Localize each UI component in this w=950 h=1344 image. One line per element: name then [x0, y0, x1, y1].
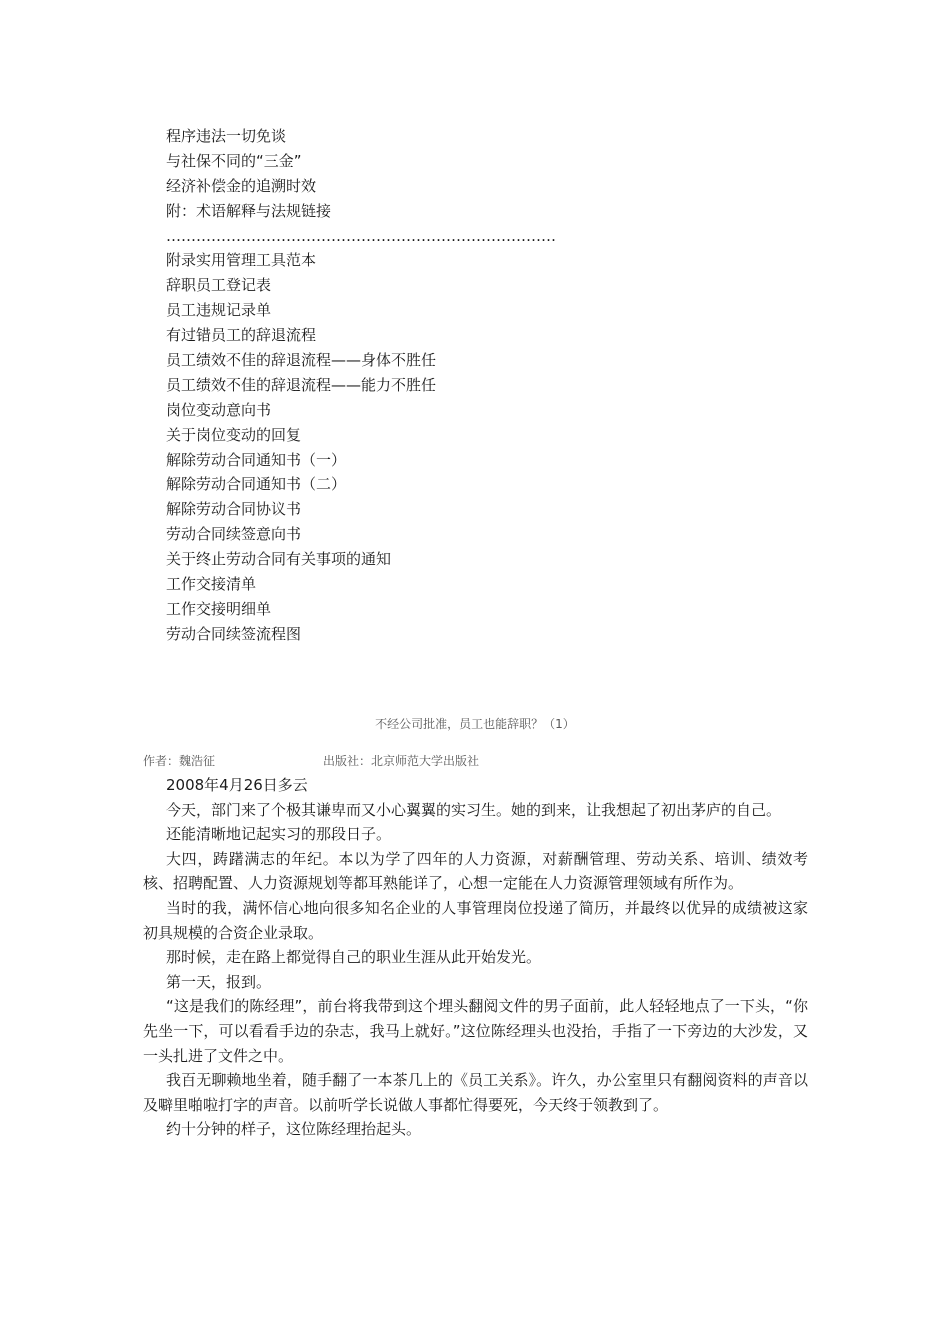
- toc-item: 解除劳动合同通知书（二）: [166, 475, 347, 494]
- toc-item: 岗位变动意向书: [166, 400, 272, 419]
- toc-item: 工作交接明细单: [166, 599, 272, 618]
- diary-date: 2008年4月26日多云: [166, 776, 308, 794]
- table-of-contents: [166, 124, 806, 647]
- toc-item: 有过错员工的辞退流程: [166, 326, 317, 345]
- paragraph: 还能清晰地记起实习的那段日子。: [166, 825, 392, 844]
- article-meta: [143, 751, 479, 771]
- toc-item: 工作交接清单: [166, 575, 257, 594]
- toc-item: 附录实用管理工具范本: [166, 251, 317, 270]
- paragraph: 那时候，走在路上都觉得自己的职业生涯从此开始发光。: [166, 948, 542, 967]
- paragraph: 我百无聊赖地坐着，随手翻了一本茶几上的《员工关系》。许久，办公室里只有翻阅资料的声音以及噼里啪啦打字的声音。以前听学长说做人事都忙得要死，今天终于领教到了。: [143, 1071, 808, 1114]
- toc-ellipsis-divider: ……………………………………………………………………: [166, 226, 556, 245]
- toc-item: 关于终止劳动合同有关事项的通知: [166, 550, 392, 569]
- toc-item: 附：术语解释与法规链接: [166, 201, 332, 220]
- article-author: 作者：魏浩征: [143, 754, 216, 768]
- toc-item: 经济补偿金的追溯时效: [166, 176, 317, 195]
- toc-item: 程序违法一切免谈: [166, 127, 287, 145]
- toc-item: 解除劳动合同通知书（一）: [166, 450, 347, 469]
- paragraph: “这是我们的陈经理”，前台将我带到这个埋头翻阅文件的男子面前，此人轻轻地点了一下头，“你先坐一下，可以看看手边的杂志，我马上就好。”这位陈经理头也没抬，手指了一下旁边的大沙发，又一头扎进了文件之中。: [143, 997, 808, 1065]
- toc-item: 劳动合同续签意向书: [166, 525, 302, 544]
- article-title: 不经公司批准，员工也能辞职？（1）: [375, 717, 575, 731]
- toc-item: 员工违规记录单: [166, 301, 272, 320]
- toc-item: 员工绩效不佳的辞退流程——能力不胜任: [166, 375, 437, 394]
- toc-item: 与社保不同的“三金”: [166, 151, 302, 170]
- article-body: [143, 773, 808, 1142]
- toc-item: 关于岗位变动的回复: [166, 425, 302, 444]
- toc-item: 员工绩效不佳的辞退流程——身体不胜任: [166, 351, 437, 370]
- paragraph: 今天，部门来了个极其谦卑而又小心翼翼的实习生。她的到来，让我想起了初出茅庐的自己。: [166, 800, 782, 819]
- toc-item: 辞职员工登记表: [166, 276, 272, 295]
- toc-item: 劳动合同续签流程图: [166, 624, 302, 643]
- paragraph: 第一天，报到。: [166, 972, 272, 991]
- paragraph: 约十分钟的样子，这位陈经理抬起头。: [166, 1120, 422, 1139]
- paragraph: 当时的我，满怀信心地向很多知名企业的人事管理岗位投递了简历，并最终以优异的成绩被这家初具规模的合资企业录取。: [143, 898, 808, 942]
- article-publisher: 出版社：北京师范大学出版社: [323, 754, 480, 768]
- paragraph: 大四，踌躇满志的年纪。本以为学了四年的人力资源，对薪酬管理、劳动关系、培训、绩效考核、招聘配置、人力资源规划等都耳熟能详了，心想一定能在人力资源管理领域有所作为。: [143, 849, 808, 893]
- toc-item: 解除劳动合同协议书: [166, 500, 302, 519]
